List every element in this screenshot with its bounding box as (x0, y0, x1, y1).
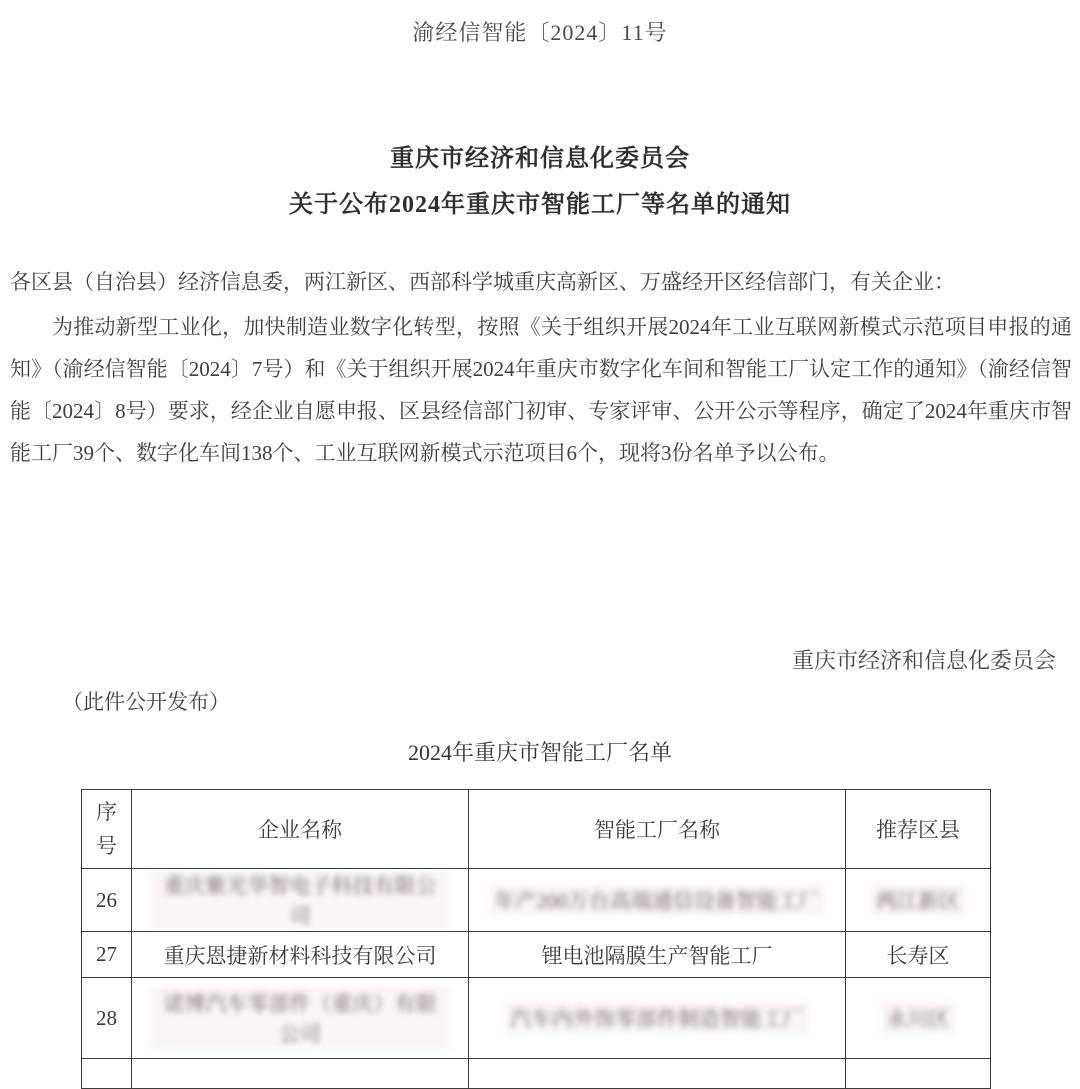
company-name: 诺博汽车零部件（重庆）有限公司 (150, 987, 450, 1049)
factory-name: 汽车内外饰零部件制造智能工厂 (505, 1002, 809, 1034)
column-header-2: 企业名称 (132, 790, 469, 869)
table-row-partial (82, 1059, 991, 1089)
district-name: 永川区 (882, 1002, 955, 1034)
org-title: 重庆市经济和信息化委员会 (390, 146, 690, 172)
factory-name: 年产200万台高端通信设备智能工厂 (489, 884, 825, 916)
salutation: 各区县（自治县）经济信息委，两江新区、西部科学城重庆高新区、万盛经开区经信部门，有关企业： (10, 270, 955, 294)
signature: 重庆市经济和信息化委员会 (791, 648, 1056, 673)
column-header-3: 智能工厂名称 (469, 790, 846, 869)
row-index: 27 (96, 942, 117, 966)
body-paragraph: 为推动新型工业化，加快制造业数字化转型，按照《关于组织开展2024年工业互联网新模式示范项目申报的通知》（渝经信智能〔2024〕7号）和《关于组织开展2024年重庆市数字化车间和智能工厂认定工作的通知》（渝经信智能〔2024〕8号）要求，经企业自愿申报、区县经信部门初审、专家评审、公开公示等程序，确定了2024年重庆市智能工厂39个、数字化车间138个、工业互联网新模式示范项目6个，现将3份名单予以公布。 (10, 315, 1072, 465)
table-body (82, 869, 991, 1089)
table-row (82, 932, 991, 978)
company-name: 重庆紫光华智电子科技有限公司 (150, 869, 450, 931)
column-header-1: 序号 (82, 790, 132, 869)
publish-note: （此件公开发布） (62, 690, 230, 714)
factory-name: 锂电池隔膜生产智能工厂 (541, 943, 773, 968)
row-index: 26 (96, 887, 117, 912)
table-row (82, 869, 991, 932)
table-row (82, 978, 991, 1059)
company-name: 重庆恩捷新材料科技有限公司 (163, 943, 437, 968)
doc-number: 渝经信智能〔2024〕11号 (412, 20, 668, 45)
subject-title: 关于公布2024年重庆市智能工厂等名单的通知 (289, 192, 791, 218)
district-name: 两江新区 (871, 884, 965, 916)
table-title: 2024年重庆市智能工厂名单 (407, 740, 672, 765)
row-index: 28 (96, 1005, 117, 1030)
table-header-row (82, 790, 991, 869)
district-name: 长寿区 (886, 943, 950, 968)
smart-factory-table (81, 789, 991, 1089)
column-header-4: 推荐区县 (846, 790, 991, 869)
